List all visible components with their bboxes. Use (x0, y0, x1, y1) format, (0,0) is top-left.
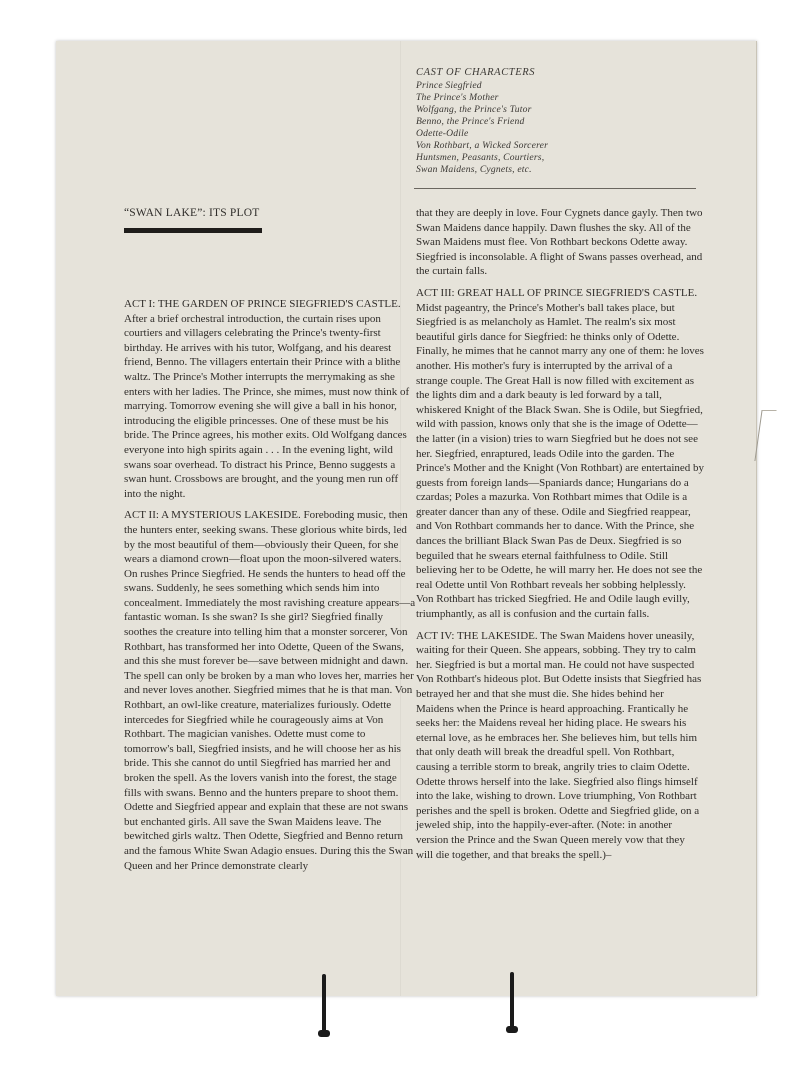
cast-line: The Prince's Mother (416, 92, 499, 103)
act-2-paragraph: ACT II: A MYSTERIOUS LAKESIDE. Foreboding music, then the hunters enter, seeking swans. These glorious white birds, led by the most beautiful of them—obviously their Queen, for she wears a diamond crown—float upon the moon-silvered waters. On rushes Prince Siegfried. He sends the hunters to head off the swans. Suddenly, he sees something which sends him into concealment. Immediately the most ravishing creature appears—a fantastic woman. Is she swan? Is she girl? Siegfried finally soothes the creature into telling him that a monster sorcerer, Von Rothbart, has transformed her into Odette, Queen of the Swans, and this she must forever be—save between midnight and dawn. The spell can only be broken by a man who loves her, marries her and never loves another. Siegfried mimes that he is that man. Von Rothbart, an owl-like creature, materializes furiously. Odette intercedes for Siegfried while he courageously aims at Von Rothbart. The magician vanishes. Odette must come to tomorrow's ball, Siegfried insists, and he will choose her as his bride. This she cannot do until Siegfried has married her and broken the spell. As the lovers vanish into the forest, the stage fills with swans. Benno and the hunters prepare to shoot them. Odette and Siegfried appear and explain that these are not swans but enchanted girls. All save the Swan Maidens leave. The bewitched girls waltz. Then Odette, Siegfried and Benno return and the famous White Swan Adagio ensues. During this the Swan Queen and her Prince demonstrate clearly (124, 509, 416, 872)
act-1-paragraph: ACT I: THE GARDEN OF PRINCE SIEGFRIED'S CASTLE. After a brief orchestral introduction, the curtain rises upon courtiers and villagers celebrating the Prince's twenty-first birthday. He arrives with his tutor, Wolfgang, and his dearest friend, Benno. The villagers entertain their Prince with a blithe waltz. The Prince's Mother interrupts the merrymaking as she enters with her ladies. The Prince, she mimes, must now think of marrying. Tomorrow evening she will give a ball in his honor, introducing the eligible princesses. One of these must be his bride. The Prince agrees, his mother exits. Old Wolfgang dances everyone into high spirits again . . . In the evening light, wild swans soar overhead. To distract his Prince, Benno suggests a swan hunt. Crossbows are brought, and the young men run off into the night. (124, 298, 410, 500)
stand-leg-left (322, 974, 326, 1036)
cast-line: Huntsmen, Peasants, Courtiers, (416, 152, 545, 163)
right-column (416, 206, 704, 869)
stand-foot-left (318, 1030, 330, 1037)
cast-line: Swan Maidens, Cygnets, etc. (416, 164, 532, 175)
act-2-continued-paragraph: that they are deeply in love. Four Cygnets dance gayly. Then two Swan Maidens dance happily. Dawn flushes the sky. All of the Swan Maidens must flee. Von Rothbart beckons Odette away. Siegfried is inconsolable. A flight of Swans passes overhead, and the curtain falls. (416, 207, 703, 278)
left-column (124, 297, 416, 880)
cast-line: Von Rothbart, a Wicked Sorcerer (416, 140, 549, 151)
cast-title: CAST OF CHARACTERS (416, 67, 536, 78)
plot-title: “SWAN LAKE”: ITS PLOT (124, 207, 260, 219)
plot-title-bar (124, 228, 262, 233)
act-3-paragraph: ACT III: GREAT HALL OF PRINCE SIEGFRIED'S CASTLE. Midst pageantry, the Prince's Mother's ball takes place, but Siegfried is as melancholy as Hamlet. The realm's six most beautiful girls dance for Siegfried: he thinks only of Odette. Finally, he mimes that he cannot marry any one of them: he loves another. His mother's fury is interrupted by the arrival of a strange couple. The Great Hall is now filled with excitement as the lights dim and a dark beauty is led forward by a tall, whiskered Knight of the Black Swan. She is Odile, but Siegfried, wild with passion, knows only that she is the image of Odette—the latter (in a vision) tries to warn Siegfried but he does not see her. Siegfried, enraptured, leads Odile into the garden. The Prince's Mother and the Knight (Von Rothbart) are entertained by guests from foreign lands—Spaniards dance; Hungarians do a czardas; Poles a mazurka. Von Rothbart mimes that Odile is a greater dancer than any of these. Odile and Siegfried reappear, and Von Rothbart commands her to dance. With the Prince, she dances the brilliant Black Swan Pas de Deux. Siegfried is so beguiled that he swears eternal faithfulness to Odile. Still believing her to be Odette, he will marry her. He does not see the real Odette until Von Rothbart reveals her sobbing helplessly. Von Rothbart has tricked Siegfried. He and Odile laugh evilly, triumphantly, as all is confusion and the curtain falls. (416, 286, 705, 621)
stand-leg-right (510, 972, 514, 1032)
cast-line: Prince Siegfried (416, 80, 482, 91)
cast-of-characters (416, 67, 716, 176)
stand-foot-right (506, 1026, 518, 1033)
act-4-paragraph: ACT IV: THE LAKESIDE. The Swan Maidens hover uneasily, waiting for their Queen. She appears, sobbing. They try to calm her. Siegfried is but a mortal man. He could not have suspected Von Rothbart's hideous plot. But Odette insists that Siegfried has betrayed her and that she must die. She hides behind her Maidens when the Prince is heard approaching. Frantically he seeks her: the Maidens reveal her hiding place. He swears his eternal love, as he embraces her. She believes him, but tells him that only death will break the dreadful spell. Von Rothbart, causing a terrible storm to break, angrily tries to claim Odette. Odette throws herself into the lake. Siegfried also flings himself into the lake, wishing to drown. Love triumphing, Von Rothbart perishes and the spell is broken. Odette and Siegfried glide, on a jeweled ship, into the happily-ever-after. (Note: in another version the Prince and the Swan Queen merely vow that they will die together, and that breaks the spell.)– (416, 629, 702, 861)
cast-line: Wolfgang, the Prince's Tutor (416, 104, 532, 115)
program-page (56, 41, 757, 996)
cast-line: Benno, the Prince's Friend (416, 116, 525, 127)
cast-divider (414, 188, 696, 189)
cast-line: Odette-Odile (416, 128, 469, 139)
paper-crease (754, 410, 776, 461)
